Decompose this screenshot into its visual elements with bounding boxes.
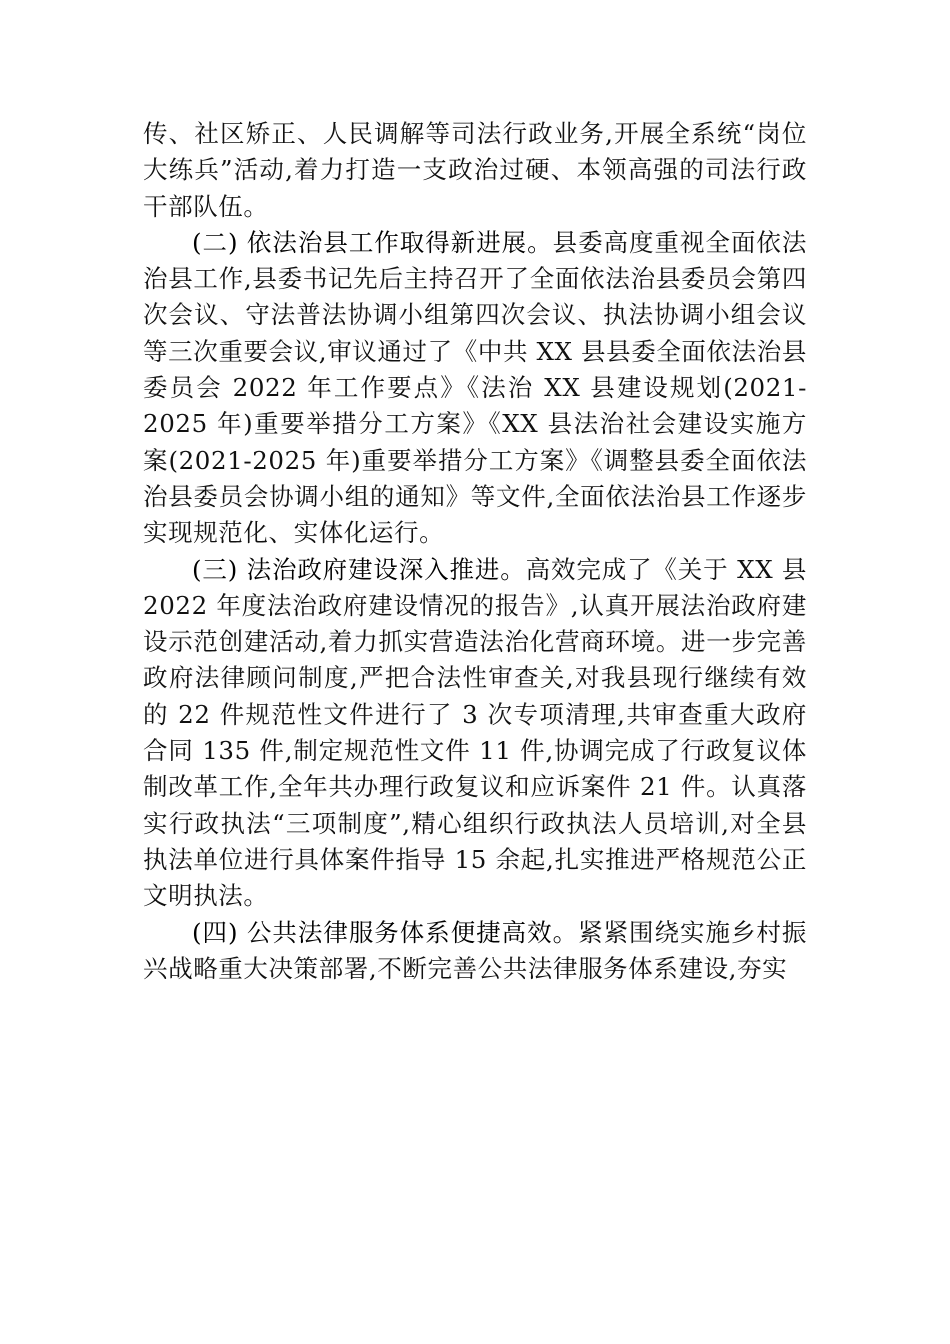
section-2-heading: (二) 依法治县工作取得新进展。 [192, 227, 553, 257]
section-3-heading: (三) 法治政府建设深入推进。 [192, 554, 526, 584]
section-4-heading: (四) 公共法律服务体系便捷高效。 [192, 917, 579, 947]
section-3-body: 高效完成了《关于 XX 县 2022 年度法治政府建设情况的报告》,认真开展法治政府建设示范创建活动,着力抓实营造法治化营商环境。进一步完善政府法律顾问制度,严把合法性审查关,对我县现行继续有效的 22 件规范性文件进行了 3 次专项清理,共审查重大政府合同 135 件,制定规范性文件 11 件,协调完成了行政复议体制改革工作,全年共办理行政复议和应诉案件 21 件。认真落实行政执法“三项制度”,精心组织行政执法人员培训,对全县执法单位进行具体案件指导 15 余起,扎实推进严格规范公正文明执法。 [143, 554, 808, 911]
paragraph-section-4 [143, 915, 807, 988]
paragraph-continued [143, 116, 807, 225]
paragraph-section-2 [143, 225, 807, 552]
paragraph-section-3 [143, 552, 807, 915]
section-2-body: 县委高度重视全面依法治县工作,县委书记先后主持召开了全面依法治县委员会第四次会议、守法普法协调小组第四次会议、执法协调小组会议等三次重要会议,审议通过了《中共 XX 县县委全面依法治县委员会 2022 年工作要点》《法治 XX 县建设规划(2021-2025 年)重要举措分工方案》《XX 县法治社会建设实施方案(2021-2025 年)重要举措分工方案》《调整县委全面依法治县委员会协调小组的通知》等文件,全面依法治县工作逐步实现规范化、实体化运行。 [143, 227, 807, 548]
paragraph-1-body: 传、社区矫正、人民调解等司法行政业务,开展全系统“岗位大练兵”活动,着力打造一支政治过硬、本领高强的司法行政干部队伍。 [143, 119, 807, 221]
section-4-body: 紧紧围绕实施乡村振兴战略重大决策部署,不断完善公共法律服务体系建设,夯实 [143, 917, 807, 983]
document-body [143, 116, 807, 987]
